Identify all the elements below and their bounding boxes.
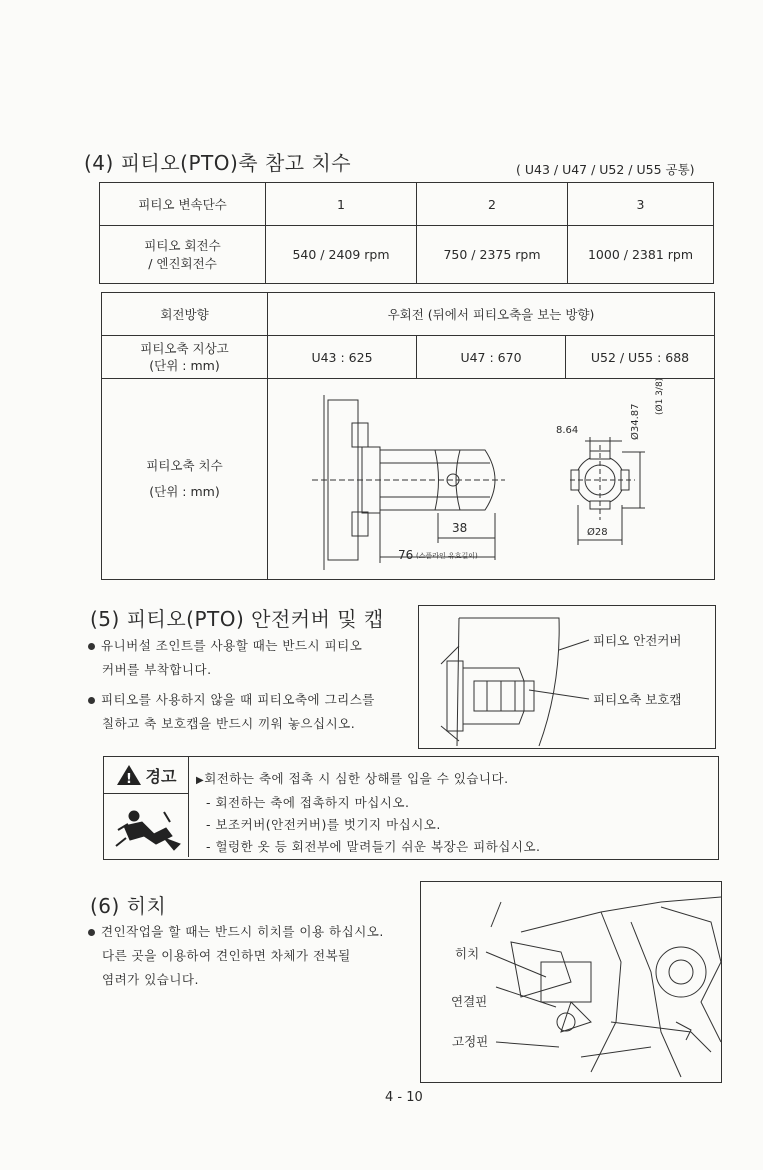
section6-bullet-line3: 염려가 있습니다. [102,972,199,987]
height-label-line2: (단위 : mm) [149,358,220,373]
section5-bullet1-line2: 커버를 부착합니다. [102,662,212,677]
pointer-icon: ▶ [196,775,205,786]
warning-icon-panel [104,757,189,857]
dim-76: 76 [398,548,414,562]
bullet-dot [88,643,95,650]
section5-bullets [88,634,413,736]
height-label-line1: 피티오축 지상고 [140,341,229,356]
height-value-u47: U47 : 670 [417,336,566,379]
page-number: 4 - 10 [385,1090,423,1105]
dim-38: 38 [452,521,468,535]
pto-cover-illustration [419,606,715,748]
bullet-dot [88,929,95,936]
hitch-figure [420,881,722,1083]
height-label [102,336,268,379]
section5-bullet2-line2: 칠하고 축 보호캡을 반드시 끼워 놓으십시오. [102,716,356,731]
section5-title: (5) 피티오(PTO) 안전커버 및 캡 [90,607,384,631]
dim-76-note: (스플라인 유효길이) [416,552,478,560]
section6-title: (6) 히치 [90,894,167,918]
height-value-u43: U43 : 625 [268,336,417,379]
models-note: ( U43 / U47 / U52 / U55 공통) [516,162,695,177]
pto-shaft-drawing [300,385,705,580]
hitch-illustration [421,882,721,1082]
rpm-label-line2: / 엔진회전수 [148,255,217,271]
dim-34-87: Ø34.87 [630,403,641,440]
warning-line3: - 보조커버(안전커버)를 벗기지 마십시오. [206,817,441,832]
dimension-label [102,379,268,580]
label-hitch: 히치 [455,946,480,961]
bolt-bottom [352,512,368,536]
warning-triangle-icon [116,764,142,786]
dim-1-3-8: (Ø1 3/8) [655,377,665,415]
dim-28: Ø28 [587,527,608,538]
label-pto-cover: 피티오 안전커버 [593,633,682,648]
warning-line4: - 헐렁한 옷 등 회전부에 말려들기 쉬운 복장은 피하십시오. [206,839,541,854]
label-fixing-pin: 고정핀 [452,1034,489,1049]
warning-badge [104,757,188,794]
section5-bullet1-line1: 유니버설 조인트를 사용할 때는 반드시 피티오 [101,638,363,653]
label-pto-cap: 피티오축 보호캡 [593,692,682,707]
rpm-label [100,226,266,284]
rpm-value-2: 750 / 2375 rpm [417,226,568,284]
section5-bullet2-line1: 피티오를 사용하지 않을 때 피티오축에 그리스를 [101,692,375,707]
section6-bullet-line1: 견인작업을 할 때는 반드시 히치를 이용 하십시오. [101,924,384,939]
gear-stage-3: 3 [568,183,714,226]
section6-bullet-line2: 다른 곳을 이용하여 견인하면 차체가 전복될 [102,948,351,963]
pto-speed-table [99,182,714,284]
gear-stage-1: 1 [266,183,417,226]
pto-cover-figure [418,605,716,749]
rpm-value-3: 1000 / 2381 rpm [568,226,714,284]
dimension-label-line2: (단위 : mm) [149,484,220,499]
section6-bullets [88,920,418,992]
entanglement-hazard-icon [104,794,188,856]
dimension-label-line1: 피티오축 치수 [146,458,223,473]
gear-stage-2: 2 [417,183,568,226]
rpm-value-1: 540 / 2409 rpm [266,226,417,284]
warning-line1: 회전하는 축에 접촉 시 심한 상해를 입을 수 있습니다. [204,771,509,786]
section4-title: (4) 피티오(PTO)축 참고 치수 [84,151,352,175]
rpm-label-line1: 피티오 회전수 [144,237,221,253]
warning-box [103,756,719,860]
bolt-top [352,423,368,447]
rotation-value: 우회전 (뒤에서 피티오축을 보는 방향) [268,293,715,336]
label-connecting-pin: 연결핀 [451,994,488,1009]
warning-badge-label: 경고 [145,766,177,786]
svg-text:!: ! [125,772,132,786]
warning-line2: - 회전하는 축에 접촉하지 마십시오. [206,795,410,810]
height-value-u52: U52 / U55 : 688 [566,336,715,379]
rotation-label: 회전방향 [102,293,268,336]
dim-8-64: 8.64 [556,425,579,436]
warning-text [196,768,541,858]
bullet-dot [88,697,95,704]
gear-stage-label: 피티오 변속단수 [100,183,266,226]
